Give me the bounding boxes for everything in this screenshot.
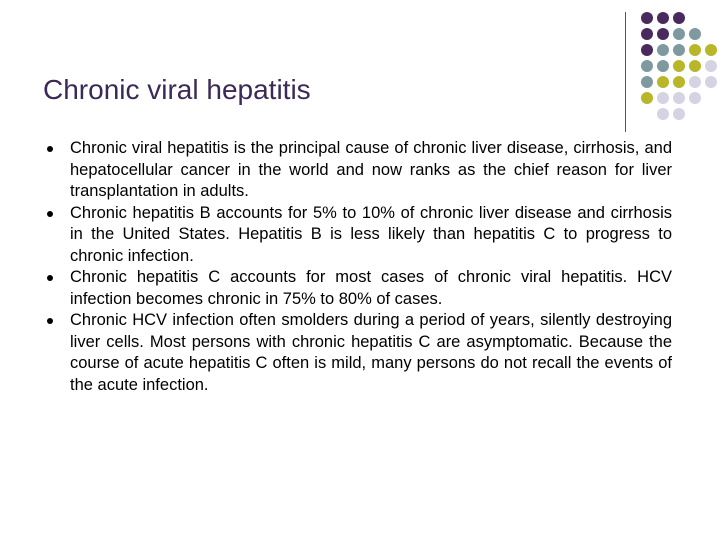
dot [689, 76, 701, 88]
dot [657, 76, 669, 88]
bullet-text: Chronic viral hepatitis is the principal cause of chronic liver disease, cirrhosis, and hepatocellular cancer in the world and now ranks as the chief reason for liver transplantation in adults. [70, 139, 672, 200]
slide-title: Chronic viral hepatitis [43, 74, 311, 105]
dot [657, 108, 669, 120]
bullet-dot-icon [47, 211, 53, 217]
dot [657, 44, 669, 56]
dot [689, 44, 701, 56]
dot [673, 28, 685, 40]
dot [673, 108, 685, 120]
bullet-list [47, 138, 672, 396]
dot-grid-graphic [0, 0, 720, 140]
bullet-dot-icon [47, 318, 53, 324]
dot [657, 60, 669, 72]
dot [641, 92, 653, 104]
dot [641, 60, 653, 72]
bullet-item [47, 203, 672, 268]
dot [641, 76, 653, 88]
bullet-item [47, 310, 672, 396]
dot [673, 12, 685, 24]
dot [705, 44, 717, 56]
bullet-text: Chronic hepatitis B accounts for 5% to 10% of chronic liver disease and cirrhosis in the United States. Hepatitis B is less likely than hepatitis C to progress to chronic infection. [70, 203, 672, 265]
dot [673, 92, 685, 104]
bullet-item [47, 138, 672, 203]
dot [689, 28, 701, 40]
dot [689, 92, 701, 104]
dot [641, 44, 653, 56]
decorative-dot-grid [0, 0, 720, 140]
dot [641, 28, 653, 40]
dot [641, 12, 653, 24]
bullet-text: Chronic HCV infection often smolders during a period of years, silently destroying liver cells. Most persons with chronic hepatitis C are asymptomatic. Because the course of acute hepatitis C often is mild, many persons do not recall the events of the acute infection. [70, 311, 672, 394]
dot [657, 92, 669, 104]
dot [705, 76, 717, 88]
dot [689, 60, 701, 72]
dot [673, 60, 685, 72]
bullet-dot-icon [47, 275, 53, 281]
dot [657, 28, 669, 40]
dot [673, 44, 685, 56]
dot [657, 12, 669, 24]
dot [705, 60, 717, 72]
dot [673, 76, 685, 88]
bullet-text: Chronic hepatitis C accounts for most cases of chronic viral hepatitis. HCV infection becomes chronic in 75% to 80% of cases. [70, 268, 672, 308]
bullet-item [47, 267, 672, 310]
bullet-dot-icon [47, 146, 53, 152]
